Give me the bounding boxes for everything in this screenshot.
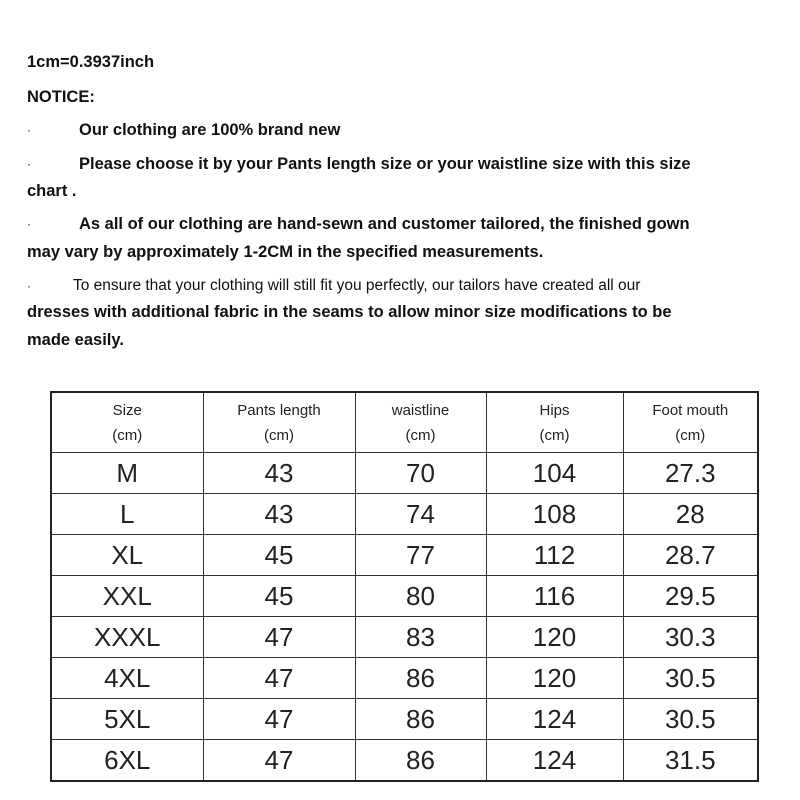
- header-unit: (cm): [675, 426, 706, 444]
- cell-foot-mouth: 31.5: [623, 740, 758, 782]
- unit-conversion: 1cm=0.3937inch: [27, 53, 155, 71]
- header-foot-mouth: [623, 392, 758, 453]
- cell-hips: 120: [486, 658, 623, 699]
- header-pants-length: [203, 392, 355, 453]
- header-unit: (cm): [539, 426, 570, 444]
- cell-hips: 124: [486, 699, 623, 740]
- cell-waistline: 80: [355, 576, 486, 617]
- notice-item-4-line-3: made easily.: [27, 331, 124, 349]
- notice-item-4-line-2: dresses with additional fabric in the seams to allow minor size modifications to be: [27, 303, 672, 321]
- cell-size: 5XL: [51, 699, 203, 740]
- notice-title: NOTICE:: [27, 88, 95, 106]
- cell-foot-mouth: 30.3: [623, 617, 758, 658]
- bullet-icon: ·: [27, 279, 31, 293]
- table-row: [51, 576, 758, 617]
- table-row: [51, 699, 758, 740]
- header-hips: [486, 392, 623, 453]
- cell-pants-length: 45: [203, 535, 355, 576]
- cell-pants-length: 43: [203, 494, 355, 535]
- cell-size: M: [51, 453, 203, 494]
- cell-pants-length: 47: [203, 658, 355, 699]
- cell-foot-mouth: 28.7: [623, 535, 758, 576]
- cell-hips: 104: [486, 453, 623, 494]
- notice-item-1: Our clothing are 100% brand new: [79, 121, 341, 139]
- header-label: Size: [112, 401, 142, 419]
- cell-size: XXXL: [51, 617, 203, 658]
- cell-waistline: 74: [355, 494, 486, 535]
- table-row: [51, 658, 758, 699]
- cell-waistline: 86: [355, 740, 486, 782]
- table-row: [51, 453, 758, 494]
- cell-size: L: [51, 494, 203, 535]
- notice-item-2-line-2: chart .: [27, 182, 77, 200]
- cell-pants-length: 47: [203, 740, 355, 782]
- cell-waistline: 86: [355, 658, 486, 699]
- cell-hips: 116: [486, 576, 623, 617]
- cell-waistline: 77: [355, 535, 486, 576]
- cell-size: XXL: [51, 576, 203, 617]
- notice-item-4-line-1: To ensure that your clothing will still fit you perfectly, our tailors have created all our: [73, 277, 641, 294]
- header-waistline: [355, 392, 486, 453]
- cell-pants-length: 47: [203, 617, 355, 658]
- cell-foot-mouth: 28: [623, 494, 758, 535]
- cell-hips: 124: [486, 740, 623, 782]
- notice-item-2-line-1: Please choose it by your Pants length size or your waistline size with this size: [79, 155, 691, 173]
- cell-pants-length: 47: [203, 699, 355, 740]
- cell-waistline: 86: [355, 699, 486, 740]
- table-header-row: [51, 392, 758, 453]
- cell-pants-length: 45: [203, 576, 355, 617]
- cell-size: 6XL: [51, 740, 203, 782]
- bullet-icon: ·: [27, 157, 31, 171]
- size-chart-table: [50, 391, 759, 782]
- table-row: [51, 740, 758, 782]
- header-label: Pants length: [237, 401, 321, 419]
- cell-size: XL: [51, 535, 203, 576]
- cell-foot-mouth: 27.3: [623, 453, 758, 494]
- cell-foot-mouth: 29.5: [623, 576, 758, 617]
- table-row: [51, 535, 758, 576]
- table-row: [51, 617, 758, 658]
- header-size: [51, 392, 203, 453]
- header-label: Foot mouth: [652, 401, 729, 419]
- cell-size: 4XL: [51, 658, 203, 699]
- cell-waistline: 70: [355, 453, 486, 494]
- cell-waistline: 83: [355, 617, 486, 658]
- notice-item-3-line-2: may vary by approximately 1-2CM in the specified measurements.: [27, 243, 544, 261]
- header-label: waistline: [391, 401, 450, 419]
- header-unit: (cm): [112, 426, 143, 444]
- header-label: Hips: [539, 401, 570, 419]
- header-unit: (cm): [405, 426, 436, 444]
- bullet-icon: ·: [27, 123, 31, 137]
- bullet-icon: ·: [27, 217, 31, 231]
- notice-item-3-line-1: As all of our clothing are hand-sewn and customer tailored, the finished gown: [79, 215, 690, 233]
- cell-foot-mouth: 30.5: [623, 699, 758, 740]
- cell-hips: 112: [486, 535, 623, 576]
- cell-hips: 120: [486, 617, 623, 658]
- table-row: [51, 494, 758, 535]
- cell-hips: 108: [486, 494, 623, 535]
- cell-pants-length: 43: [203, 453, 355, 494]
- cell-foot-mouth: 30.5: [623, 658, 758, 699]
- header-unit: (cm): [264, 426, 294, 444]
